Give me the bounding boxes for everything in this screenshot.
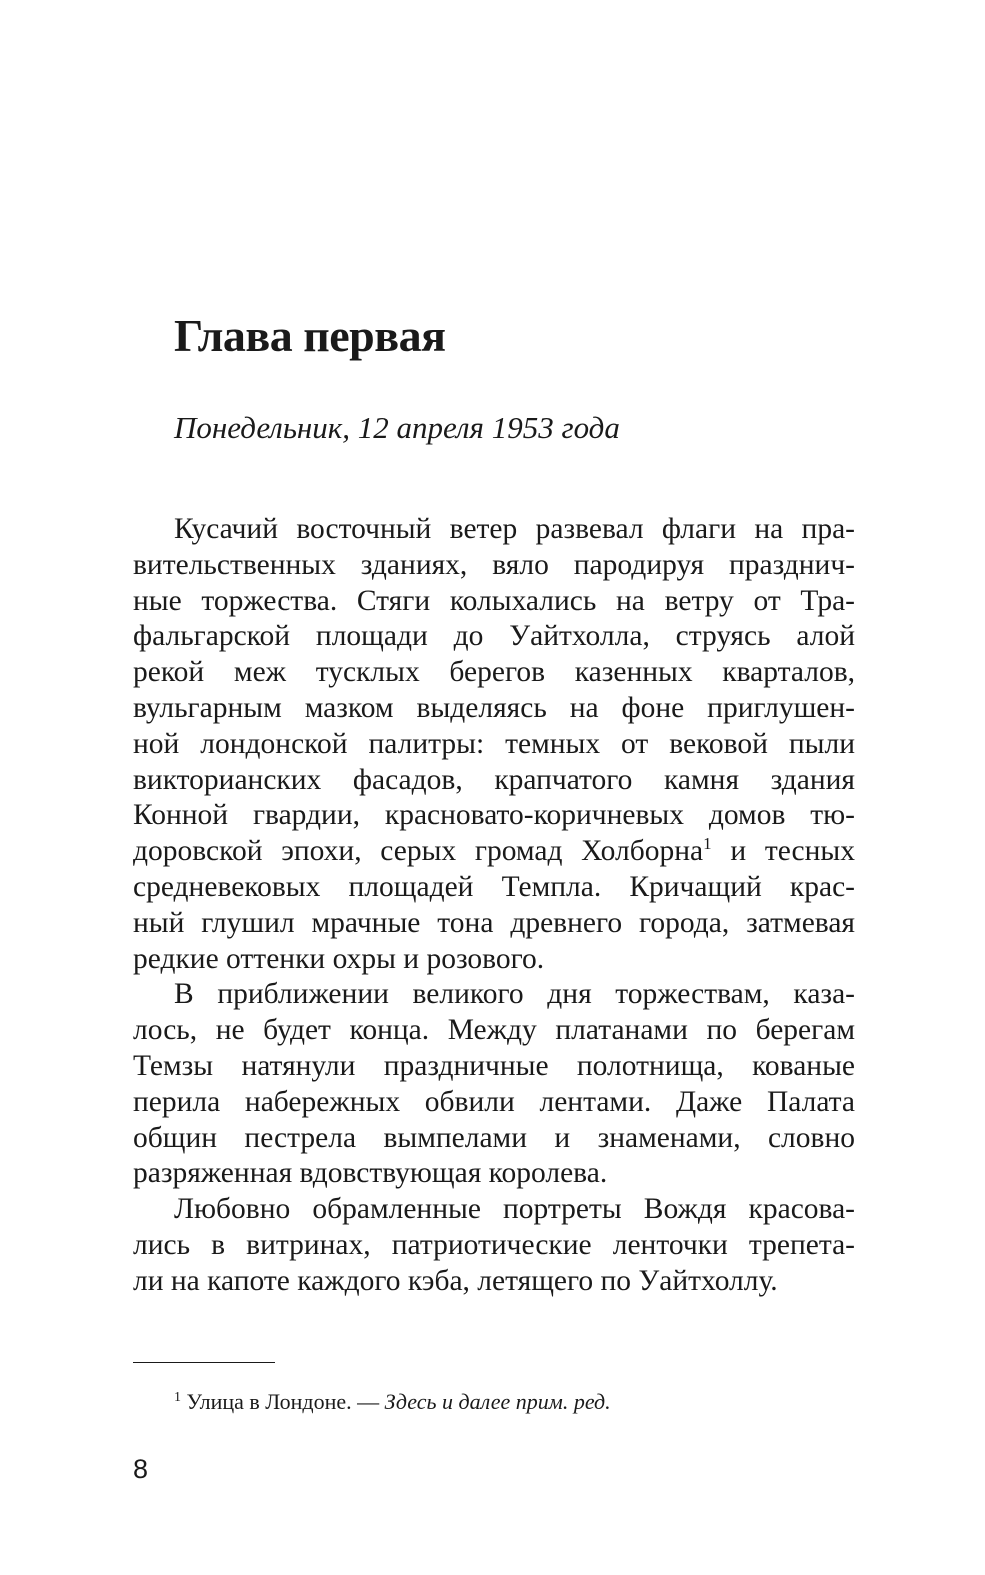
body-line: лись в витринах, патриотические ленточки трепета- <box>133 1228 855 1261</box>
footnote-reference[interactable]: 1 <box>703 834 712 854</box>
body-line: общин пестрела вымпелами и знаменами, словно <box>133 1121 855 1154</box>
body-line: ной лондонской палитры: темных от вековой пыли <box>133 727 855 760</box>
body-line: средневековых площадей Темпла. Кричащий крас- <box>133 870 855 903</box>
footnote-marker: 1 <box>174 1390 181 1405</box>
footnote <box>174 1388 611 1416</box>
body-line: ный глушил мрачные тона древнего города, затмевая <box>133 906 855 939</box>
body-line: Конной гвардии, красновато-коричневых домов тю- <box>133 799 855 832</box>
body-line: рекой меж тусклых берегов казенных кварталов, <box>133 656 855 689</box>
body-line: вительственных зданиях, вяло пародируя празднич- <box>133 548 855 581</box>
chapter-dateline: Понедельник, 12 апреля 1953 года <box>174 410 620 445</box>
footnote-editor-note: Здесь и далее прим. ред. <box>384 1389 611 1414</box>
page-number: 8 <box>133 1454 149 1484</box>
footnote-separator <box>133 1362 275 1363</box>
chapter-title: Глава первая <box>174 310 446 361</box>
body-text <box>133 512 855 1300</box>
body-line-with-footnote <box>133 834 855 870</box>
body-line: ли на капоте каждого кэба, летящего по Уайтхоллу. <box>133 1264 778 1297</box>
body-line: вульгарным мазком выделяясь на фоне приглушен- <box>133 691 855 724</box>
body-line: лось, не будет конца. Между платанами по берегам <box>133 1014 855 1047</box>
body-line: фальгарской площади до Уайтхолла, струясь алой <box>133 620 855 653</box>
body-line: перила набережных обвили лентами. Даже Палата <box>133 1085 855 1118</box>
body-line: Кусачий восточный ветер развевал флаги на пра- <box>174 513 855 545</box>
body-line: разряженная вдовствующая королева. <box>133 1157 608 1190</box>
body-line: викторианских фасадов, крапчатого камня здания <box>133 763 855 796</box>
body-line-part: доровской эпохи, серых громад Холборна <box>133 835 704 868</box>
body-line: Темзы натянули праздничные полотнища, кованые <box>133 1049 855 1082</box>
body-line: редкие оттенки охры и розового. <box>133 942 545 975</box>
body-line: ные торжества. Стяги колыхались на ветру от Тра- <box>133 584 855 617</box>
footnote-text: Улица в Лондоне. — <box>186 1389 385 1414</box>
body-line-part: и тесных <box>730 835 855 868</box>
body-line: В приближении великого дня торжествам, каза- <box>174 978 855 1011</box>
body-line: Любовно обрамленные портреты Вождя красова- <box>174 1193 855 1226</box>
